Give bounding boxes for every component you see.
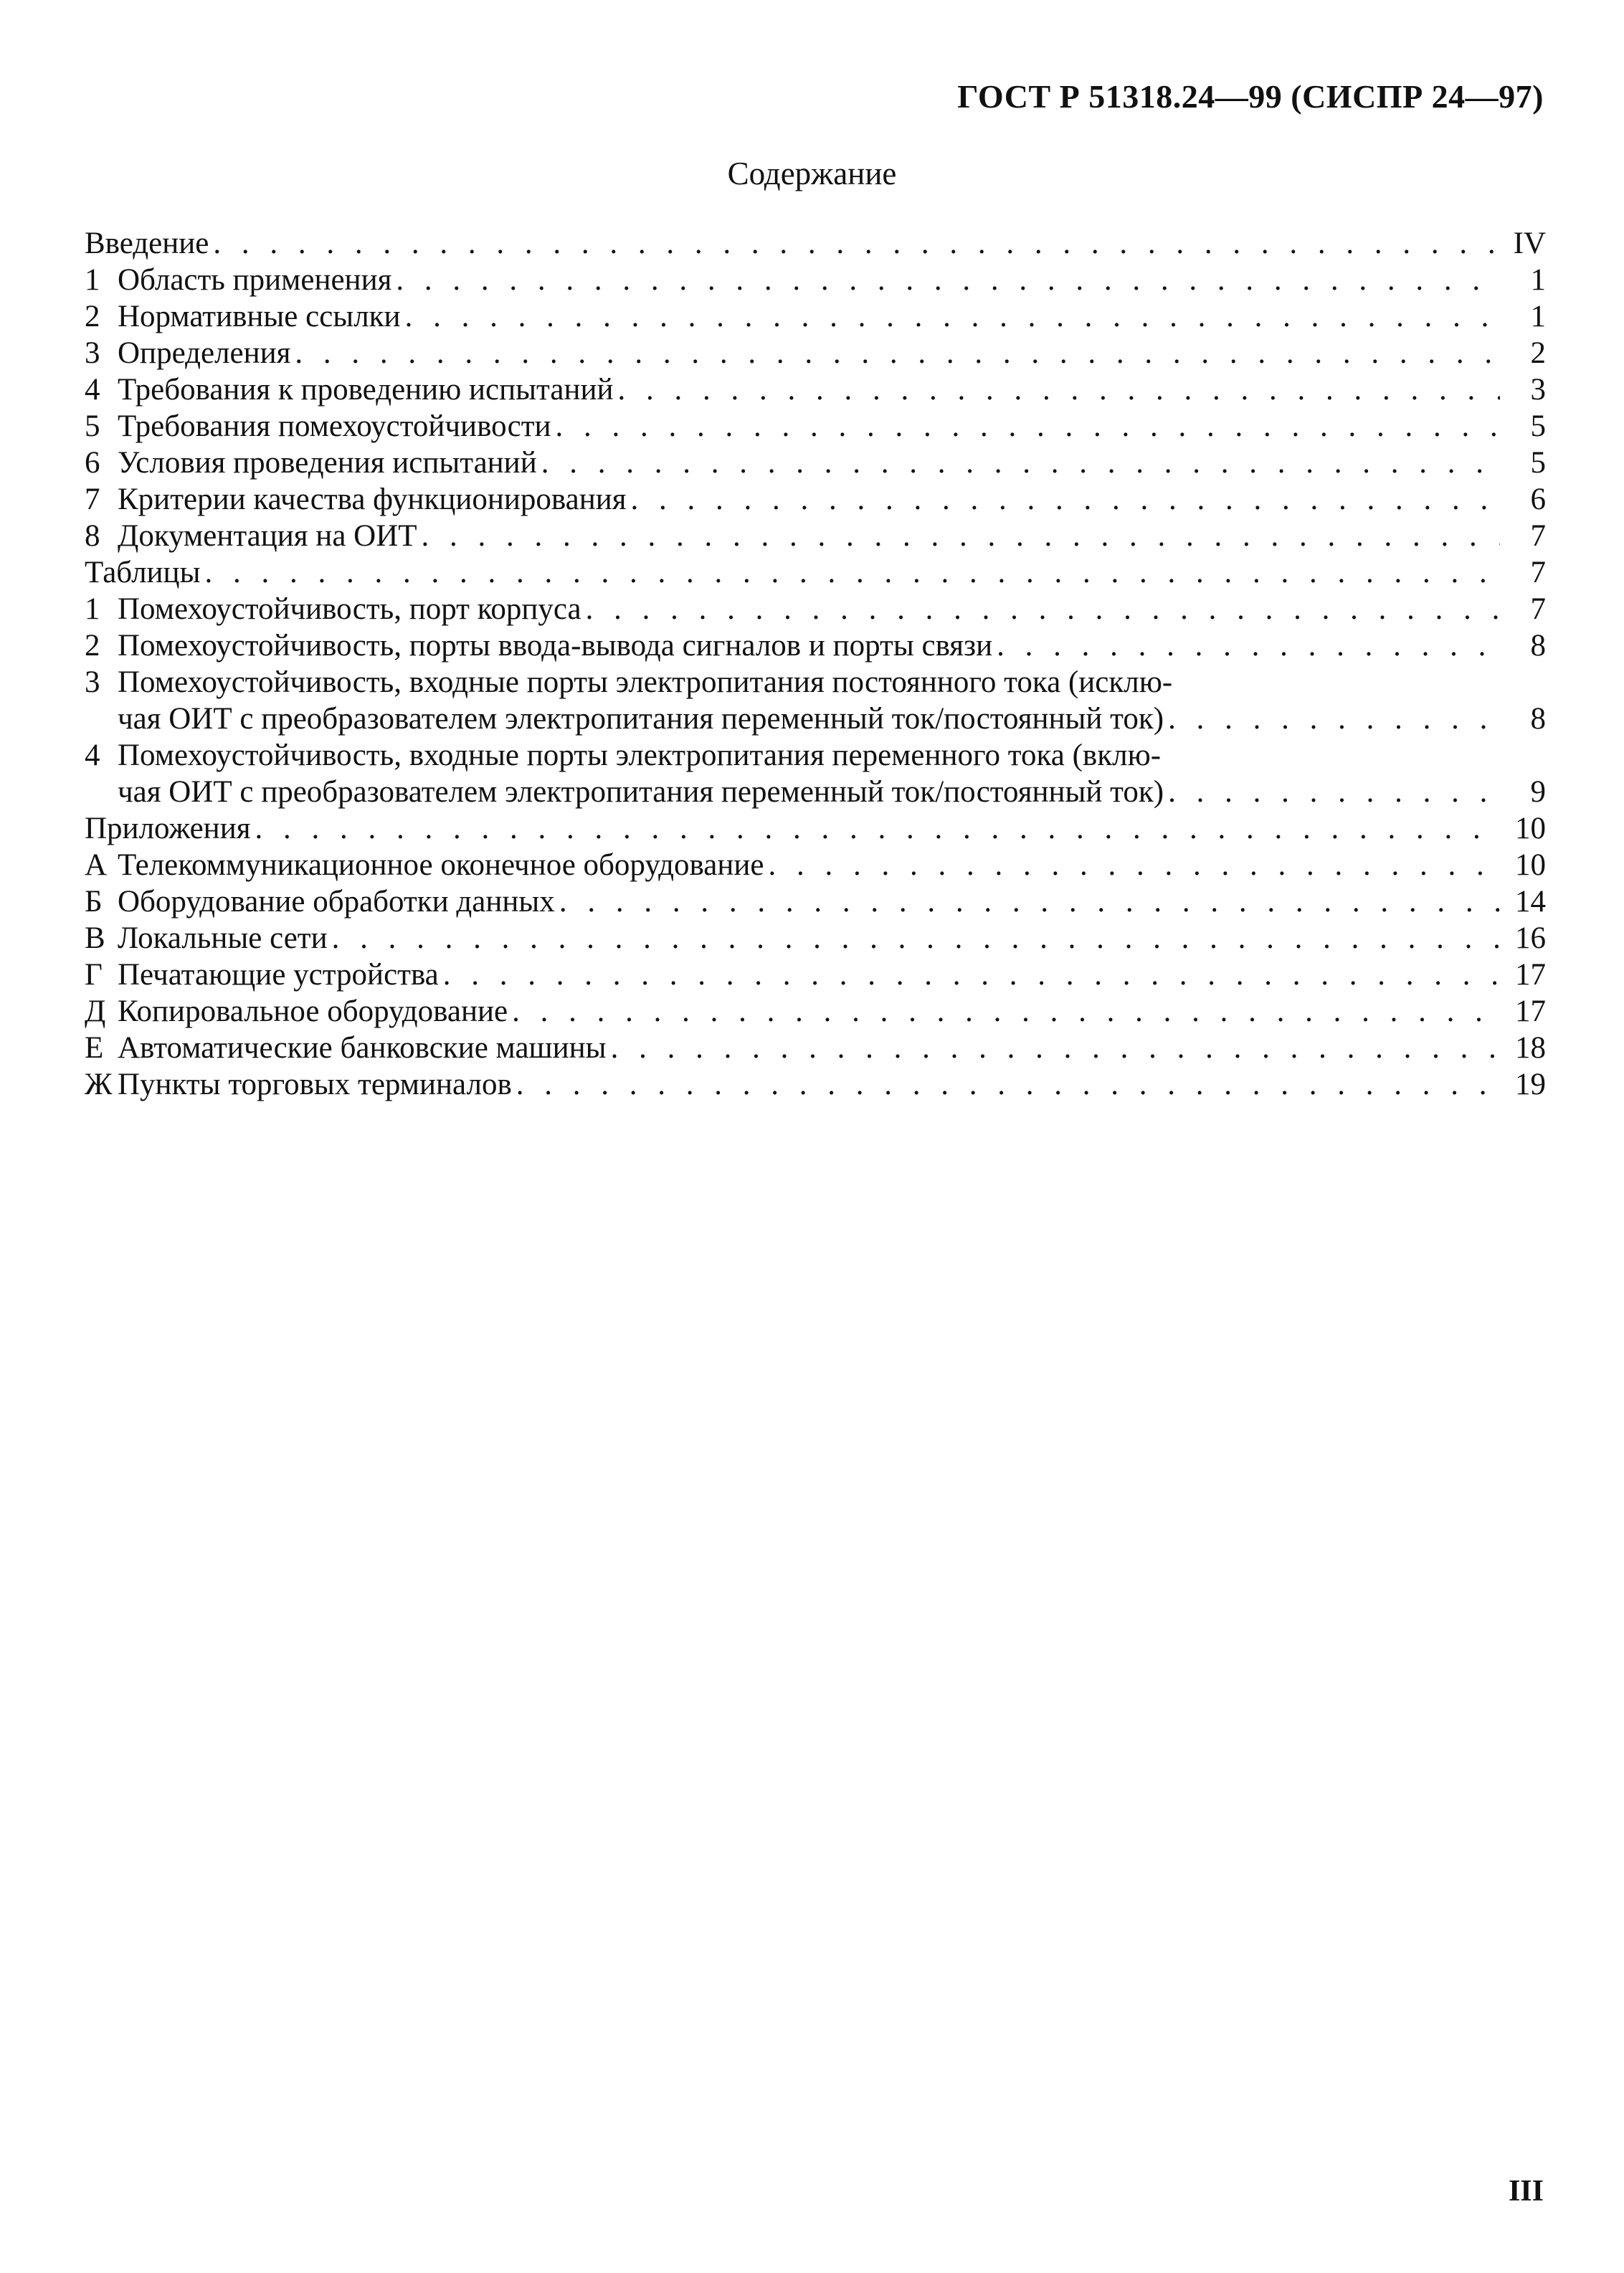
toc-entry-label: Помехоустойчивость, порты ввода-вывода сигналов и порты связи — [118, 629, 993, 663]
toc-entry-number: В — [85, 921, 105, 955]
toc-entry-page: 17 — [1515, 995, 1546, 1028]
toc-entry-page: 3 — [1530, 373, 1546, 407]
toc-entry-number: 2 — [85, 629, 100, 663]
toc-entry-label-line-2: чая ОИТ с преобразователем электропитания переменный ток/постоянный ток) — [118, 775, 1164, 809]
toc-entry-label: Документация на ОИТ — [118, 519, 417, 553]
toc-entry-label: Нормативные ссылки — [118, 300, 401, 333]
leader-dots — [559, 883, 1500, 920]
leader-dots — [332, 920, 1500, 957]
toc-entry-label: Копировальное оборудование — [118, 995, 508, 1028]
leader-dots — [512, 993, 1500, 1030]
toc-entry-number: Б — [85, 885, 103, 919]
toc-entry-page: 18 — [1515, 1031, 1546, 1065]
toc-entry-label: Приложения — [85, 812, 251, 845]
toc-entry-label: Телекоммуникационное оконечное оборудование — [118, 848, 764, 882]
toc-entry-table-2[interactable] — [85, 627, 1546, 664]
toc-entry-label: Таблицы — [85, 556, 201, 589]
toc-entry-label: Автоматические банковские машины — [118, 1031, 607, 1065]
toc-entry-number: А — [85, 848, 108, 882]
toc-entry-tables[interactable] — [85, 554, 1546, 591]
toc-entry-page: 5 — [1530, 446, 1546, 480]
leader-dots — [255, 810, 1500, 847]
toc-entry-appendix-e[interactable] — [85, 1030, 1546, 1066]
toc-entry-section-7[interactable] — [85, 481, 1546, 518]
page-number: III — [1508, 2175, 1544, 2208]
table-of-contents — [85, 225, 1546, 1103]
leader-dots — [204, 554, 1500, 591]
toc-entry-appendix-zh[interactable] — [85, 1066, 1546, 1103]
toc-entry-page: 8 — [1530, 702, 1546, 736]
toc-entry-number: 5 — [85, 409, 100, 443]
toc-entry-number: 4 — [85, 739, 100, 772]
toc-entry-number: 4 — [85, 373, 100, 407]
leader-dots — [405, 298, 1500, 335]
page-title: Содержание — [727, 156, 897, 191]
leader-dots — [1168, 774, 1500, 810]
toc-entry-table-3[interactable] — [85, 664, 1546, 701]
toc-entry-label-line-2: чая ОИТ с преобразователем электропитания переменный ток/постоянный ток) — [118, 702, 1164, 736]
toc-entry-appendix-v[interactable] — [85, 920, 1546, 957]
toc-entry-page: 1 — [1530, 263, 1546, 297]
toc-entry-page: 14 — [1515, 885, 1546, 919]
toc-entry-page: 7 — [1530, 556, 1546, 589]
leader-dots — [396, 262, 1500, 298]
toc-entry-page: 5 — [1530, 409, 1546, 443]
toc-entry-page: 19 — [1515, 1068, 1546, 1101]
toc-entry-table-4[interactable] — [85, 737, 1546, 774]
toc-entry-appendix-b[interactable] — [85, 883, 1546, 920]
toc-entry-label: Критерии качества функционирования — [118, 483, 627, 516]
leader-dots — [541, 445, 1500, 481]
toc-entry-page: 8 — [1530, 629, 1546, 663]
toc-entry-appendix-a[interactable] — [85, 847, 1546, 883]
toc-entry-page: 9 — [1530, 775, 1546, 809]
document-header: ГОСТ Р 51318.24—99 (СИСПР 24—97) — [957, 78, 1544, 115]
toc-entry-page: 7 — [1530, 519, 1546, 553]
toc-entry-page: 16 — [1515, 921, 1546, 955]
leader-dots — [556, 408, 1500, 445]
leader-dots — [768, 847, 1500, 883]
toc-entry-section-2[interactable] — [85, 298, 1546, 335]
leader-dots — [631, 481, 1500, 518]
toc-entry-label-line-1: Помехоустойчивость, входные порты электропитания постоянного тока (исклю- — [118, 665, 1173, 699]
toc-entry-label: Локальные сети — [118, 921, 328, 955]
toc-entry-table-3-continued[interactable] — [85, 701, 1546, 737]
toc-entry-number: 7 — [85, 483, 100, 516]
toc-entry-section-8[interactable] — [85, 518, 1546, 554]
leader-dots — [422, 518, 1500, 554]
toc-entry-label: Требования к проведению испытаний — [118, 373, 614, 407]
toc-entry-page: 10 — [1515, 812, 1546, 845]
toc-entry-page: 2 — [1530, 336, 1546, 370]
toc-entry-page: IV — [1513, 227, 1546, 260]
toc-entry-label: Определения — [118, 336, 291, 370]
leader-dots — [443, 957, 1500, 993]
toc-entry-number: 1 — [85, 263, 100, 297]
leader-dots — [586, 591, 1500, 627]
leader-dots — [997, 627, 1500, 664]
leader-dots — [295, 335, 1500, 371]
toc-entry-label: Область применения — [118, 263, 392, 297]
toc-entry-section-1[interactable] — [85, 262, 1546, 298]
toc-entry-number: 8 — [85, 519, 100, 553]
toc-entry-number: Е — [85, 1031, 104, 1065]
toc-entry-number: 6 — [85, 446, 100, 480]
toc-entry-section-3[interactable] — [85, 335, 1546, 371]
toc-entry-appendices[interactable] — [85, 810, 1546, 847]
toc-entry-table-1[interactable] — [85, 591, 1546, 627]
toc-entry-page: 6 — [1530, 483, 1546, 516]
toc-entry-section-6[interactable] — [85, 445, 1546, 481]
toc-entry-appendix-d[interactable] — [85, 993, 1546, 1030]
toc-entry-page: 10 — [1515, 848, 1546, 882]
leader-dots — [618, 371, 1501, 408]
toc-entry-label: Введение — [85, 227, 209, 260]
toc-entry-label: Оборудование обработки данных — [118, 885, 555, 919]
toc-entry-table-4-continued[interactable] — [85, 774, 1546, 810]
leader-dots — [611, 1030, 1500, 1066]
toc-entry-label: Требования помехоустойчивости — [118, 409, 551, 443]
toc-entry-number: Г — [85, 958, 103, 992]
toc-entry-label: Печатающие устройства — [118, 958, 439, 992]
leader-dots — [1168, 701, 1500, 737]
toc-entry-number: Д — [85, 995, 106, 1028]
leader-dots — [213, 225, 1500, 262]
toc-entry-label: Условия проведения испытаний — [118, 446, 537, 480]
toc-entry-number: 2 — [85, 300, 100, 333]
toc-entry-number: Ж — [85, 1068, 113, 1101]
toc-entry-label: Помехоустойчивость, порт корпуса — [118, 592, 581, 626]
toc-entry-appendix-g[interactable] — [85, 957, 1546, 993]
toc-entry-page: 17 — [1515, 958, 1546, 992]
toc-entry-number: 3 — [85, 336, 100, 370]
toc-entry-page: 1 — [1530, 300, 1546, 333]
toc-entry-number: 1 — [85, 592, 100, 626]
toc-entry-section-5[interactable] — [85, 408, 1546, 445]
toc-entry-label: Пункты торговых терминалов — [118, 1068, 512, 1101]
leader-dots — [516, 1066, 1500, 1103]
toc-entry-page: 7 — [1530, 592, 1546, 626]
toc-entry-label-line-1: Помехоустойчивость, входные порты электропитания переменного тока (вклю- — [118, 739, 1162, 772]
toc-entry-section-4[interactable] — [85, 371, 1546, 408]
toc-entry-introduction[interactable] — [85, 225, 1546, 262]
toc-entry-number: 3 — [85, 665, 100, 699]
